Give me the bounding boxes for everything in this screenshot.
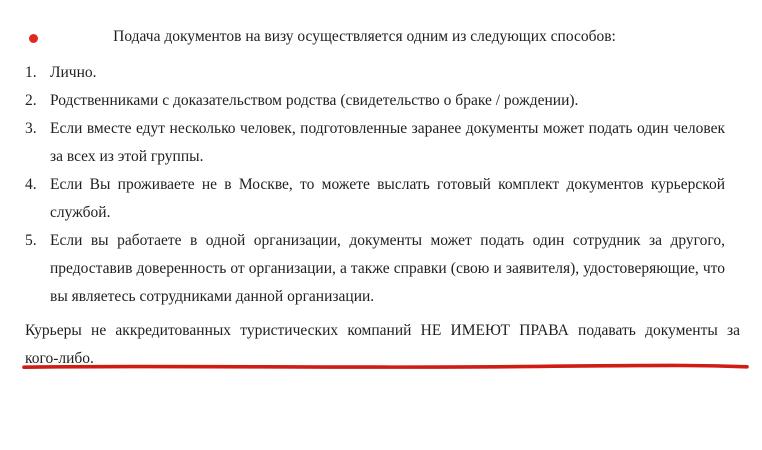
document-title: Подача документов на визу осуществляется одним из следующих способов:	[113, 28, 616, 45]
list-item-text: Родственниками с доказательством родства (свидетельство о браке / рождении).	[50, 92, 579, 109]
list-item-text: Если вы работаете в одной организации, документы может подать один сотрудник за другого,	[50, 232, 725, 249]
list-number: 1.	[25, 64, 37, 81]
list-number: 4.	[25, 176, 37, 193]
list-item-text: Если вместе едут несколько человек, подготовленные заранее документы может подать один человек	[50, 120, 725, 137]
document-page	[0, 25, 762, 450]
list-number: 2.	[25, 92, 37, 109]
courier-warning-line: Курьеры не аккредитованных туристических компаний НЕ ИМЕЮТ ПРАВА подавать документы за	[25, 322, 740, 339]
methods-list	[25, 59, 762, 311]
list-item-1	[25, 59, 762, 87]
list-item-4	[25, 171, 762, 227]
list-item-text: Если Вы проживаете не в Москве, то можете выслать готовый комплект документов курьерской	[50, 176, 725, 193]
red-dot-marker	[29, 34, 38, 43]
courier-warning-paragraph	[25, 317, 740, 373]
list-number: 3.	[25, 120, 37, 137]
list-item-text: Лично.	[50, 64, 97, 81]
list-item-2	[25, 87, 762, 115]
list-item-text: предоставив доверенность от организации, а также справки (свою и заявителя), удостоверяющие, что	[50, 260, 725, 277]
list-item-text: службой.	[50, 204, 111, 221]
list-item-text: за всех из этой группы.	[50, 148, 204, 165]
list-number: 5.	[25, 232, 37, 249]
courier-warning-line: кого-либо.	[25, 350, 94, 367]
list-item-3	[25, 115, 762, 171]
list-item-text: вы являетесь сотрудниками данной организации.	[50, 288, 375, 305]
list-item-5	[25, 227, 762, 311]
